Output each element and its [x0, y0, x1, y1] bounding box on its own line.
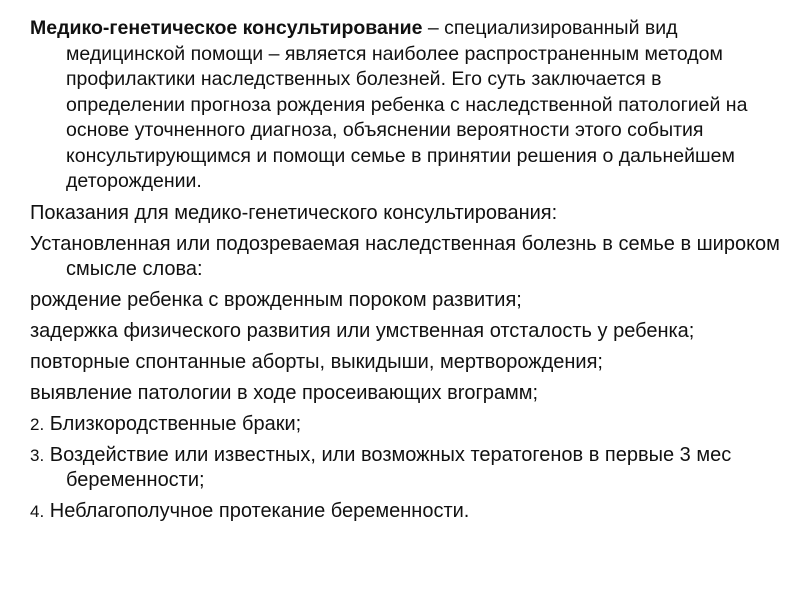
item-number: 4. [30, 501, 45, 521]
intro-text: – специализированный вид медицинской помощи – является наиболее распространенным методом профилактики наследственных болезней. Его суть заключается в определении прогноза рождения ребенка с наследственной патологией на основе уточненного диагноза, объяснении вероятности этого события консультирующимся и помощи семье в принятии решения о дальнейшем деторождении. [66, 17, 748, 192]
numbered-item [30, 499, 785, 524]
intro-paragraph [30, 16, 785, 195]
indication-item: рождение ребенка с врожденным пороком развития; [30, 288, 522, 311]
item-text: Близкородственные браки; [44, 412, 302, 435]
numbered-item [30, 412, 785, 437]
indications-heading: Показания для медико-генетического консультирования: [30, 201, 558, 224]
item-text: Неблагополучное протекание беременности. [44, 499, 470, 522]
indication-item: Установленная или подозреваемая наследственная болезнь в семье в широком смысле слова: [30, 232, 780, 280]
item-number: 2. [30, 414, 45, 434]
indication-item: выявление патологии в ходе просеивающих вrограмм; [30, 381, 539, 404]
indication-item: повторные спонтанные аборты, выкидыши, мертворождения; [30, 350, 603, 373]
item-text: Воздействие или известных, или возможных тератогенов в первые 3 мес беременности; [44, 443, 732, 491]
intro-title: Медико-генетическое консультирование [30, 17, 423, 39]
item-number: 3. [30, 445, 45, 465]
numbered-item [30, 443, 785, 493]
slide-content [30, 16, 785, 524]
indication-item: задержка физического развития или умственная отсталость у ребенка; [30, 319, 695, 342]
